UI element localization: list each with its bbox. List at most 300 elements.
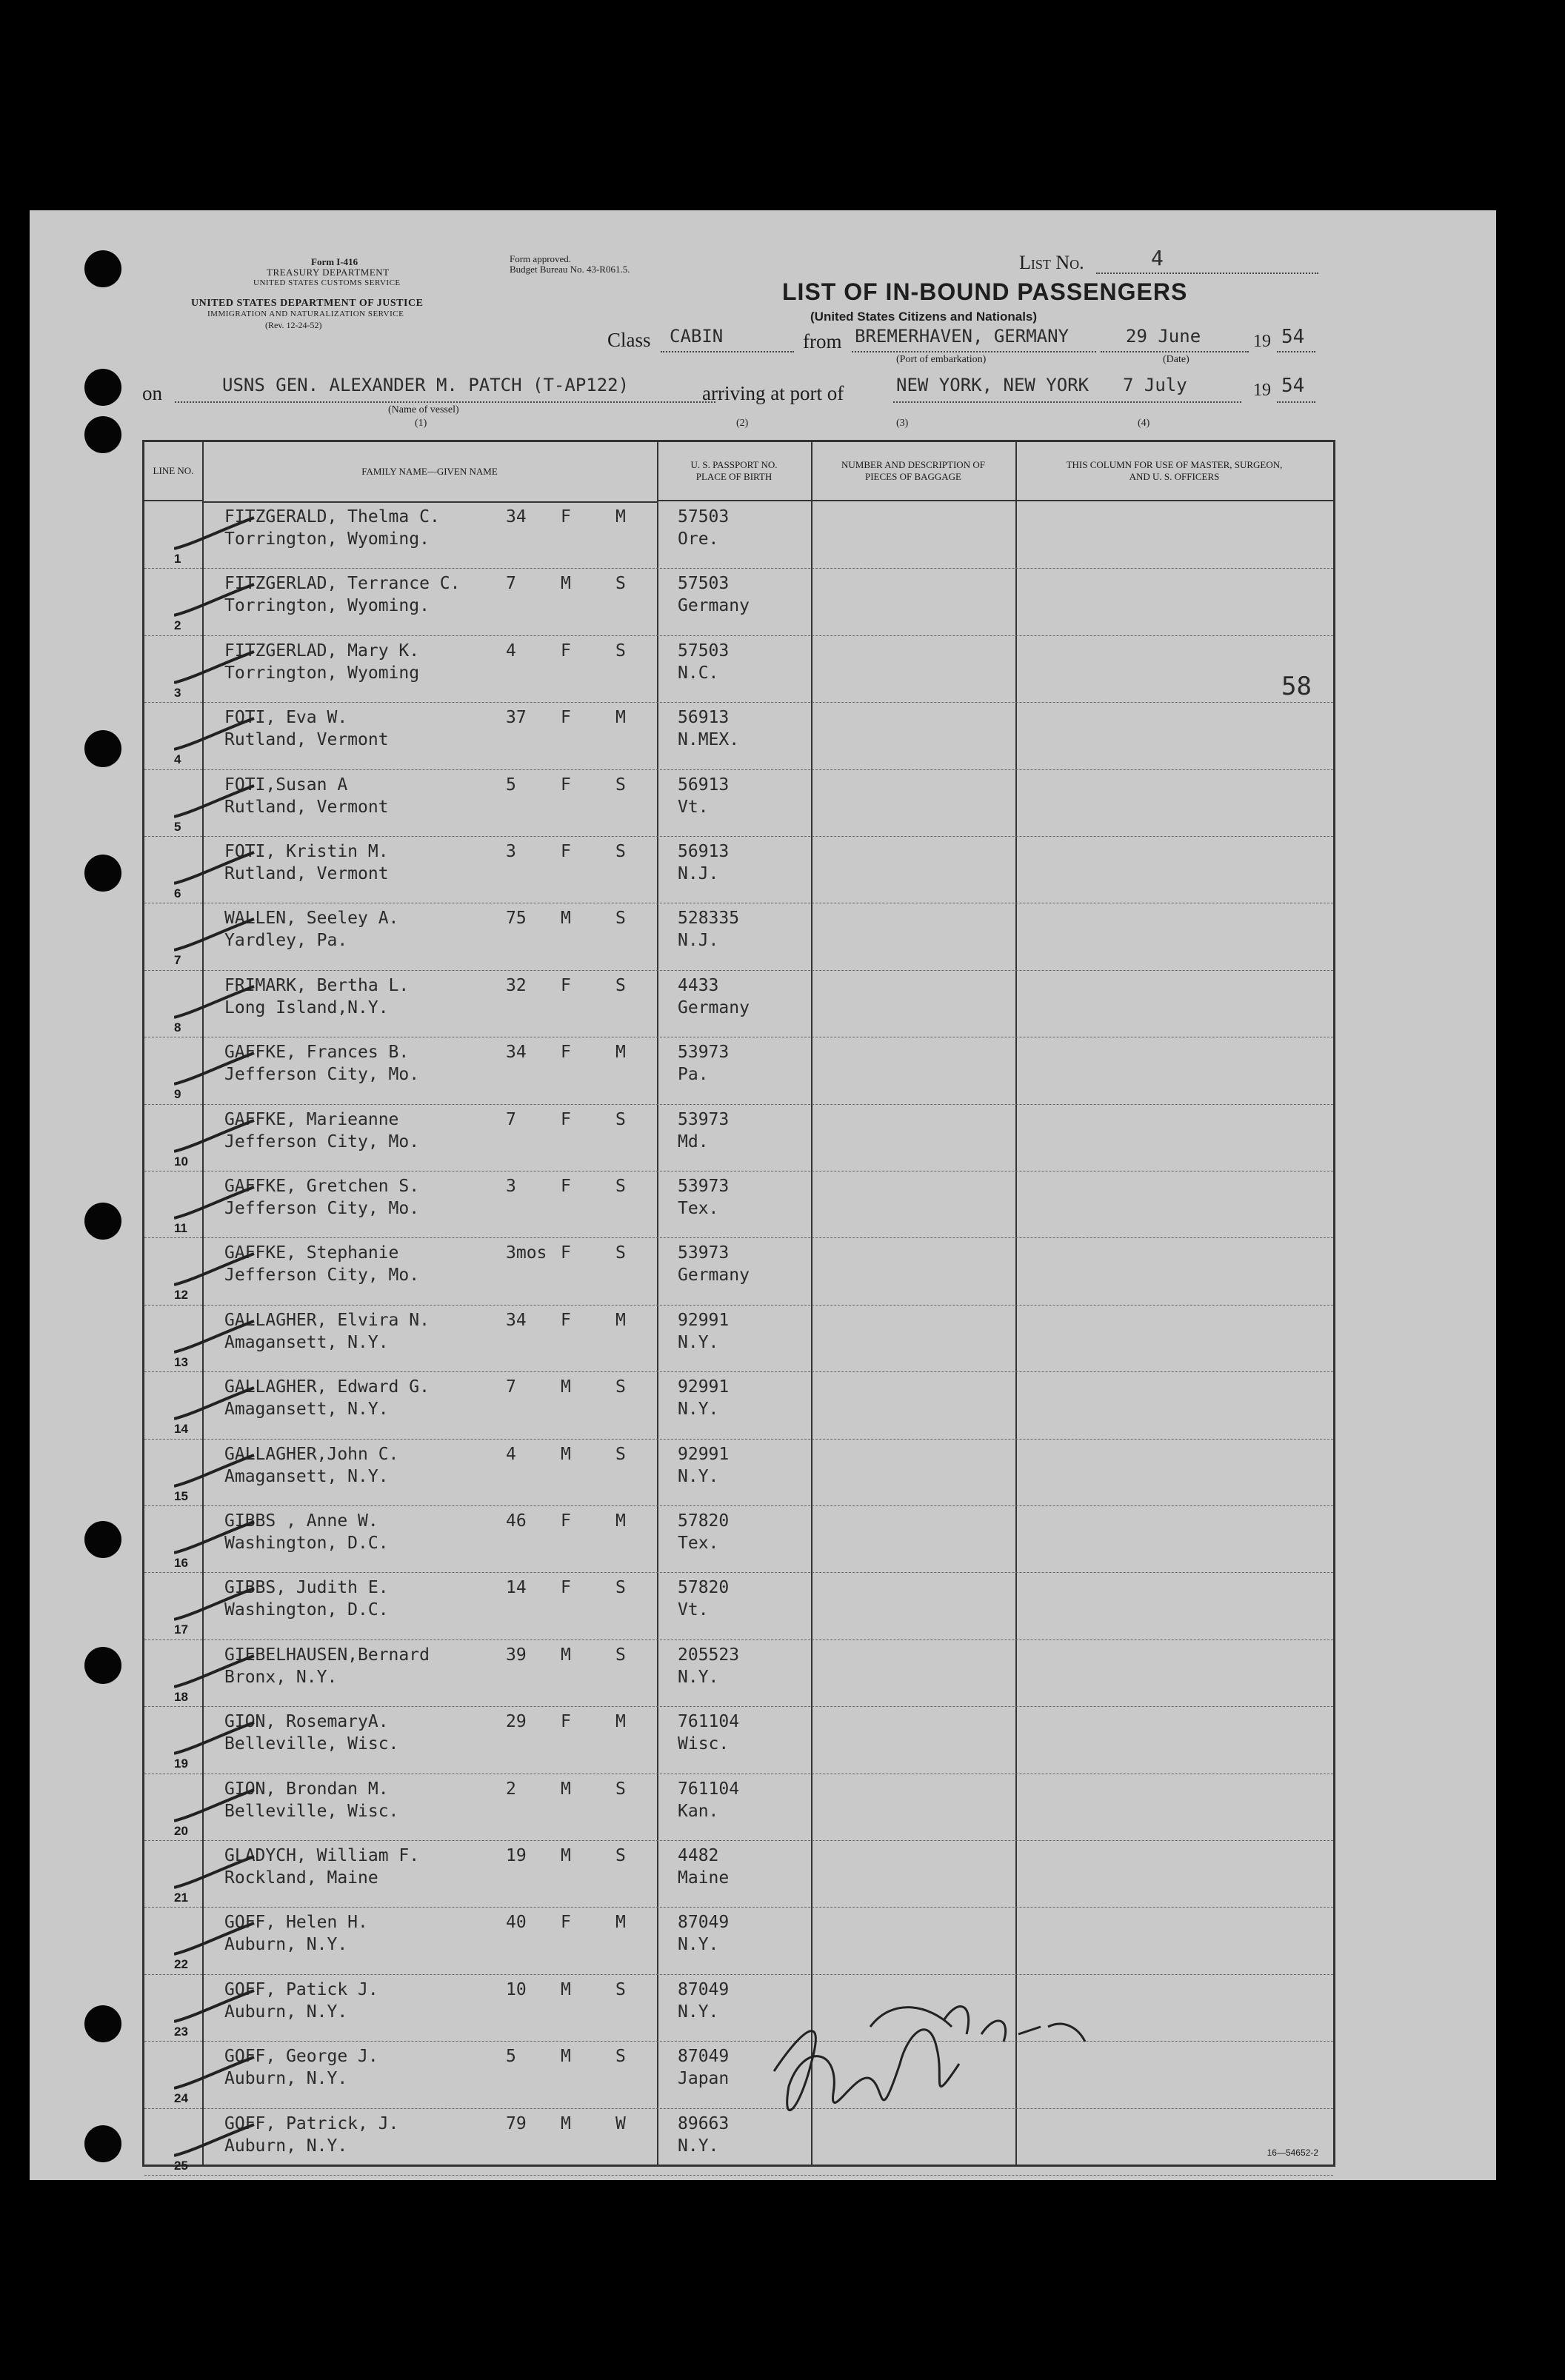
- line-number: 10: [174, 1154, 188, 1169]
- treasury-department: TREASURY DEPARTMENT: [267, 267, 390, 278]
- passenger-name: GIBBS , Anne W.: [224, 1511, 378, 1531]
- header-name: FAMILY NAME—GIVEN NAME: [202, 442, 657, 503]
- place-of-birth: N.J.: [678, 864, 719, 883]
- table-row: [144, 1974, 1333, 2042]
- manifest-page: [30, 210, 1496, 2180]
- line-number: 17: [174, 1622, 188, 1637]
- sex: M: [561, 2113, 571, 2133]
- check-mark: [174, 1050, 256, 1087]
- check-mark: [174, 1519, 256, 1556]
- arrival-year: 54: [1281, 375, 1305, 397]
- passport-number: 56913: [678, 708, 730, 728]
- passenger-name: GALLAGHER, Edward G.: [224, 1377, 430, 1397]
- table-row: [144, 2108, 1333, 2176]
- passenger-name: GLADYCH, William F.: [224, 1846, 420, 1865]
- line-number: 15: [174, 1488, 188, 1503]
- list-no-label: List No.: [1019, 252, 1084, 273]
- passenger-name: FITZGERLAD, Mary K.: [224, 641, 420, 661]
- arrival-port: NEW YORK, NEW YORK: [896, 375, 1090, 395]
- vessel-caption: (Name of vessel): [388, 404, 459, 415]
- check-mark: [174, 1853, 256, 1891]
- table-row: [144, 1639, 1333, 1707]
- sex: F: [561, 708, 571, 728]
- form-approved: Form approved.: [510, 253, 572, 264]
- line-number: 8: [174, 1020, 181, 1034]
- marital-status: S: [615, 1377, 626, 1397]
- residence: Amagansett, N.Y.: [224, 1332, 389, 1352]
- marital-status: S: [615, 1979, 626, 1999]
- age: 3mos: [506, 1243, 547, 1263]
- age: 29: [506, 1712, 527, 1732]
- place-of-birth: N.Y.: [678, 2002, 719, 2022]
- embark-line: [852, 351, 1096, 352]
- arrival-line: [893, 401, 1241, 403]
- place-of-birth: Vt.: [678, 797, 709, 817]
- age: 2: [506, 1779, 516, 1799]
- table-row: [144, 2041, 1333, 2108]
- passenger-name: GIEBELHAUSEN,Bernard: [224, 1645, 430, 1665]
- check-mark: [174, 581, 256, 618]
- on-label: on: [142, 382, 162, 404]
- passport-number: 53973: [678, 1043, 730, 1063]
- binder-hole: [84, 1521, 121, 1558]
- place-of-birth: N.Y.: [678, 1935, 719, 1955]
- marital-status: S: [615, 2047, 626, 2067]
- line-number: 4: [174, 752, 181, 767]
- sex: M: [561, 1444, 571, 1464]
- passport-number: 57503: [678, 641, 730, 661]
- line-number: 18: [174, 1689, 188, 1704]
- line-number: 2: [174, 618, 181, 633]
- marital-status: M: [615, 1712, 626, 1732]
- form-id: Form I-416: [311, 256, 358, 267]
- age: 10: [506, 1979, 527, 1999]
- marital-status: S: [615, 1578, 626, 1598]
- passenger-name: GION, RosemaryA.: [224, 1712, 389, 1732]
- marital-status: S: [615, 975, 626, 995]
- marital-status: S: [615, 1109, 626, 1129]
- sex: F: [561, 975, 571, 995]
- line-number: 11: [174, 1221, 187, 1235]
- passport-number: 528335: [678, 909, 740, 929]
- from-label: from: [803, 330, 842, 352]
- budget-bureau: Budget Bureau No. 43-R061.5.: [510, 264, 630, 275]
- table-row: [144, 1907, 1333, 1974]
- marital-status: S: [615, 1177, 626, 1196]
- marital-status: S: [615, 1444, 626, 1464]
- line-number: 19: [174, 1756, 188, 1771]
- customs-service: UNITED STATES CUSTOMS SERVICE: [253, 278, 401, 287]
- table-row: [144, 1305, 1333, 1372]
- marital-status: M: [615, 507, 626, 527]
- residence: Belleville, Wisc.: [224, 1734, 399, 1754]
- line-number: 9: [174, 1087, 181, 1102]
- table-row: [144, 702, 1333, 769]
- year-line-2: [1277, 401, 1315, 403]
- line-number: 23: [174, 2024, 188, 2039]
- line-number: 20: [174, 1823, 188, 1838]
- age: 14: [506, 1578, 527, 1598]
- sex: F: [561, 1310, 571, 1330]
- line-number: 25: [174, 2158, 188, 2173]
- check-mark: [174, 2122, 256, 2159]
- age: 75: [506, 909, 527, 929]
- table-row: [144, 1171, 1333, 1238]
- age: 39: [506, 1645, 527, 1665]
- marital-status: S: [615, 1779, 626, 1799]
- check-mark: [174, 1988, 256, 2025]
- table-row: [144, 1840, 1333, 1908]
- table-row: [144, 903, 1333, 970]
- table-row: [144, 836, 1333, 903]
- sex: F: [561, 1578, 571, 1598]
- residence: Jefferson City, Mo.: [224, 1266, 420, 1286]
- age: 37: [506, 708, 527, 728]
- place-of-birth: Md.: [678, 1131, 709, 1151]
- age: 7: [506, 574, 516, 594]
- residence: Belleville, Wisc.: [224, 1801, 399, 1821]
- check-mark: [174, 1184, 256, 1221]
- marital-status: M: [615, 1511, 626, 1531]
- place-of-birth: Germany: [678, 596, 750, 616]
- sex: F: [561, 1511, 571, 1531]
- table-row: [144, 1037, 1333, 1104]
- residence: Rutland, Vermont: [224, 797, 389, 817]
- age: 40: [506, 1913, 527, 1933]
- list-no-line: [1096, 273, 1318, 274]
- place-of-birth: Japan: [678, 2069, 730, 2089]
- passenger-name: GAFFKE, Frances B.: [224, 1043, 410, 1063]
- place-of-birth: Germany: [678, 997, 750, 1017]
- passport-number: 57820: [678, 1511, 730, 1531]
- place-of-birth: Ore.: [678, 529, 719, 549]
- place-of-birth: Kan.: [678, 1801, 719, 1821]
- place-of-birth: Tex.: [678, 1199, 719, 1218]
- place-of-birth: N.Y.: [678, 1400, 719, 1420]
- table-row: [144, 1572, 1333, 1639]
- residence: Long Island,N.Y.: [224, 997, 389, 1017]
- residence: Rutland, Vermont: [224, 730, 389, 750]
- residence: Rockland, Maine: [224, 1868, 378, 1888]
- table-row: [144, 1371, 1333, 1439]
- residence: Washington, D.C.: [224, 1534, 389, 1553]
- sex: F: [561, 842, 571, 861]
- ins-service: IMMIGRATION AND NATURALIZATION SERVICE: [207, 310, 404, 318]
- sex: M: [561, 2047, 571, 2067]
- table-row: [144, 1237, 1333, 1305]
- table-row: [144, 635, 1333, 703]
- passport-number: 57503: [678, 507, 730, 527]
- table-row: [144, 1774, 1333, 1841]
- binder-hole: [84, 855, 121, 892]
- binder-hole: [84, 250, 121, 287]
- passenger-table: [142, 440, 1335, 2173]
- passport-number: 89663: [678, 2113, 730, 2133]
- embark-year: 54: [1281, 326, 1305, 348]
- place-of-birth: Pa.: [678, 1065, 709, 1085]
- place-of-birth: N.J.: [678, 931, 719, 951]
- col-num-3: (3): [896, 418, 909, 429]
- passport-number: 57820: [678, 1578, 730, 1598]
- justice-department: UNITED STATES DEPARTMENT OF JUSTICE: [191, 298, 424, 309]
- passenger-name: GAFFKE, Gretchen S.: [224, 1177, 420, 1196]
- age: 19: [506, 1846, 527, 1865]
- passport-number: 205523: [678, 1645, 740, 1665]
- passenger-name: WALLEN, Seeley A.: [224, 909, 399, 929]
- place-of-birth: N.Y.: [678, 2136, 719, 2156]
- place-of-birth: Maine: [678, 1868, 730, 1888]
- passport-number: 4482: [678, 1846, 719, 1865]
- header-line-no: LINE NO.: [144, 442, 202, 501]
- line-number: 5: [174, 819, 181, 834]
- table-row: [144, 970, 1333, 1037]
- check-mark: [174, 1787, 256, 1824]
- header-baggage: NUMBER AND DESCRIPTION OF PIECES OF BAGGAGE: [811, 442, 1015, 501]
- sex: M: [561, 1645, 571, 1665]
- residence: Bronx, N.Y.: [224, 1667, 338, 1687]
- margin-count: 58: [1281, 672, 1312, 701]
- residence: Jefferson City, Mo.: [224, 1131, 420, 1151]
- line-number: 6: [174, 886, 181, 900]
- line-number: 7: [174, 953, 181, 968]
- marital-status: M: [615, 708, 626, 728]
- sex: F: [561, 1043, 571, 1063]
- date-line: [1101, 351, 1249, 352]
- check-mark: [174, 1719, 256, 1756]
- check-mark: [174, 1251, 256, 1288]
- passport-number: 92991: [678, 1310, 730, 1330]
- page-title: LIST OF IN-BOUND PASSENGERS: [782, 278, 1188, 305]
- marital-status: S: [615, 775, 626, 795]
- age: 46: [506, 1511, 527, 1531]
- passport-number: 761104: [678, 1779, 740, 1799]
- binder-hole: [84, 2125, 121, 2162]
- binder-hole: [84, 2005, 121, 2042]
- age: 79: [506, 2113, 527, 2133]
- sex: M: [561, 574, 571, 594]
- residence: Jefferson City, Mo.: [224, 1199, 420, 1218]
- age: 32: [506, 975, 527, 995]
- age: 34: [506, 1310, 527, 1330]
- sex: M: [561, 909, 571, 929]
- line-number: 13: [174, 1354, 188, 1369]
- passport-number: 57503: [678, 574, 730, 594]
- passenger-name: GOFF, Patrick, J.: [224, 2113, 399, 2133]
- check-mark: [174, 849, 256, 886]
- passenger-name: GOFF, Helen H.: [224, 1913, 368, 1933]
- marital-status: W: [615, 2113, 626, 2133]
- binder-hole: [84, 730, 121, 767]
- col-num-4: (4): [1138, 418, 1150, 429]
- sex: M: [561, 1779, 571, 1799]
- passport-number: 761104: [678, 1712, 740, 1732]
- list-no: 4: [1151, 246, 1164, 270]
- marital-status: S: [615, 574, 626, 594]
- passport-number: 4433: [678, 975, 719, 995]
- port-of-embarkation: BREMERHAVEN, GERMANY: [855, 326, 1069, 347]
- age: 4: [506, 641, 516, 661]
- line-number: 16: [174, 1556, 188, 1570]
- sex: F: [561, 507, 571, 527]
- check-mark: [174, 1920, 256, 1957]
- marital-status: S: [615, 909, 626, 929]
- binder-hole: [84, 369, 121, 406]
- arriving-label: arriving at port of: [702, 382, 844, 404]
- table-row: [144, 1104, 1333, 1171]
- residence: Rutland, Vermont: [224, 864, 389, 883]
- vessel-line: [175, 401, 715, 403]
- residence: Amagansett, N.Y.: [224, 1400, 389, 1420]
- year-prefix-2: 19: [1253, 381, 1271, 400]
- check-mark: [174, 1318, 256, 1355]
- line-number: 3: [174, 685, 181, 700]
- passenger-name: FOTI, Kristin M.: [224, 842, 389, 861]
- line-number: 1: [174, 552, 181, 566]
- binder-hole: [84, 416, 121, 453]
- place-of-birth: N.C.: [678, 663, 719, 683]
- sex: M: [561, 1979, 571, 1999]
- passport-number: 92991: [678, 1377, 730, 1397]
- residence: Torrington, Wyoming.: [224, 596, 430, 616]
- marital-status: S: [615, 1846, 626, 1865]
- place-of-birth: Wisc.: [678, 1734, 730, 1754]
- residence: Auburn, N.Y.: [224, 2069, 348, 2089]
- passport-number: 53973: [678, 1109, 730, 1129]
- passport-number: 56913: [678, 842, 730, 861]
- passenger-name: GALLAGHER,John C.: [224, 1444, 399, 1464]
- check-mark: [174, 983, 256, 1020]
- passport-number: 56913: [678, 775, 730, 795]
- table-row: [144, 1706, 1333, 1774]
- passenger-name: GAFFKE, Stephanie: [224, 1243, 399, 1263]
- header-passport: U. S. PASSPORT NO. PLACE OF BIRTH: [657, 442, 811, 501]
- place-of-birth: Vt.: [678, 1600, 709, 1620]
- sex: F: [561, 1913, 571, 1933]
- sex: M: [561, 1846, 571, 1865]
- class-line: [661, 351, 794, 352]
- check-mark: [174, 1117, 256, 1154]
- residence: Jefferson City, Mo.: [224, 1065, 420, 1085]
- passport-number: 53973: [678, 1177, 730, 1196]
- age: 3: [506, 842, 516, 861]
- residence: Washington, D.C.: [224, 1600, 389, 1620]
- passport-number: 87049: [678, 1979, 730, 1999]
- col-num-2: (2): [736, 418, 749, 429]
- marital-status: M: [615, 1043, 626, 1063]
- passenger-name: FRIMARK, Bertha L.: [224, 975, 410, 995]
- passport-number: 53973: [678, 1243, 730, 1263]
- line-number: 14: [174, 1422, 188, 1437]
- age: 5: [506, 2047, 516, 2067]
- vessel-name: USNS GEN. ALEXANDER M. PATCH (T-AP122): [222, 375, 630, 395]
- passenger-name: GALLAGHER, Elvira N.: [224, 1310, 430, 1330]
- passport-number: 92991: [678, 1444, 730, 1464]
- residence: Yardley, Pa.: [224, 931, 348, 951]
- residence: Torrington, Wyoming: [224, 663, 420, 683]
- sex: F: [561, 1109, 571, 1129]
- age: 7: [506, 1109, 516, 1129]
- marital-status: S: [615, 842, 626, 861]
- marital-status: M: [615, 1310, 626, 1330]
- table-row: [144, 1505, 1333, 1573]
- passenger-name: FOTI, Eva W.: [224, 708, 348, 728]
- passenger-name: FITZGERLAD, Terrance C.: [224, 574, 461, 594]
- place-of-birth: N.Y.: [678, 1667, 719, 1687]
- place-of-birth: Tex.: [678, 1534, 719, 1553]
- place-of-birth: N.Y.: [678, 1332, 719, 1352]
- sex: F: [561, 1712, 571, 1732]
- sex: F: [561, 641, 571, 661]
- year-prefix: 19: [1253, 332, 1271, 351]
- line-number: 21: [174, 1891, 188, 1905]
- form-footer-code: 16—54652-2: [1267, 2147, 1318, 2158]
- passenger-name: FITZGERALD, Thelma C.: [224, 507, 440, 527]
- passenger-name: GION, Brondan M.: [224, 1779, 389, 1799]
- passenger-name: GIBBS, Judith E.: [224, 1578, 389, 1598]
- residence: Torrington, Wyoming.: [224, 529, 430, 549]
- residence: Auburn, N.Y.: [224, 1935, 348, 1955]
- class-label: Class: [607, 329, 651, 351]
- sex: F: [561, 1177, 571, 1196]
- check-mark: [174, 715, 256, 752]
- age: 5: [506, 775, 516, 795]
- year-line: [1277, 351, 1315, 352]
- arrival-date: 7 July: [1123, 375, 1187, 395]
- age: 3: [506, 1177, 516, 1196]
- age: 7: [506, 1377, 516, 1397]
- passenger-name: GOFF, George J.: [224, 2047, 378, 2067]
- sex: F: [561, 775, 571, 795]
- place-of-birth: Germany: [678, 1266, 750, 1286]
- age: 34: [506, 507, 527, 527]
- sex: F: [561, 1243, 571, 1263]
- marital-status: S: [615, 641, 626, 661]
- form-revision: (Rev. 12-24-52): [265, 320, 322, 330]
- passenger-name: FOTI,Susan A: [224, 775, 348, 795]
- age: 4: [506, 1444, 516, 1464]
- check-mark: [174, 515, 256, 552]
- binder-hole: [84, 1203, 121, 1240]
- passenger-name: GAFFKE, Marieanne: [224, 1109, 399, 1129]
- page-subtitle: (United States Citizens and Nationals): [810, 310, 1038, 324]
- line-number: 12: [174, 1288, 188, 1303]
- check-mark: [174, 783, 256, 820]
- col-num-1: (1): [415, 418, 427, 429]
- table-row: [144, 769, 1333, 837]
- class-value: CABIN: [670, 326, 724, 347]
- line-number: 24: [174, 2091, 188, 2106]
- passport-number: 87049: [678, 2047, 730, 2067]
- table-row: [144, 1439, 1333, 1506]
- check-mark: [174, 1653, 256, 1690]
- embark-date: 29 June: [1126, 326, 1201, 347]
- date-caption: (Date): [1163, 354, 1189, 365]
- check-mark: [174, 649, 256, 686]
- residence: Amagansett, N.Y.: [224, 1466, 389, 1486]
- line-number: 22: [174, 1957, 188, 1972]
- table-row: [144, 501, 1333, 569]
- check-mark: [174, 1385, 256, 1422]
- table-row: [144, 568, 1333, 635]
- passport-number: 87049: [678, 1913, 730, 1933]
- marital-status: M: [615, 1913, 626, 1933]
- header-officers: THIS COLUMN FOR USE OF MASTER, SURGEON, AND U. S. OFFICERS: [1015, 442, 1333, 501]
- marital-status: S: [615, 1645, 626, 1665]
- age: 34: [506, 1043, 527, 1063]
- passenger-name: GOFF, Patick J.: [224, 1979, 378, 1999]
- check-mark: [174, 1452, 256, 1489]
- residence: Auburn, N.Y.: [224, 2002, 348, 2022]
